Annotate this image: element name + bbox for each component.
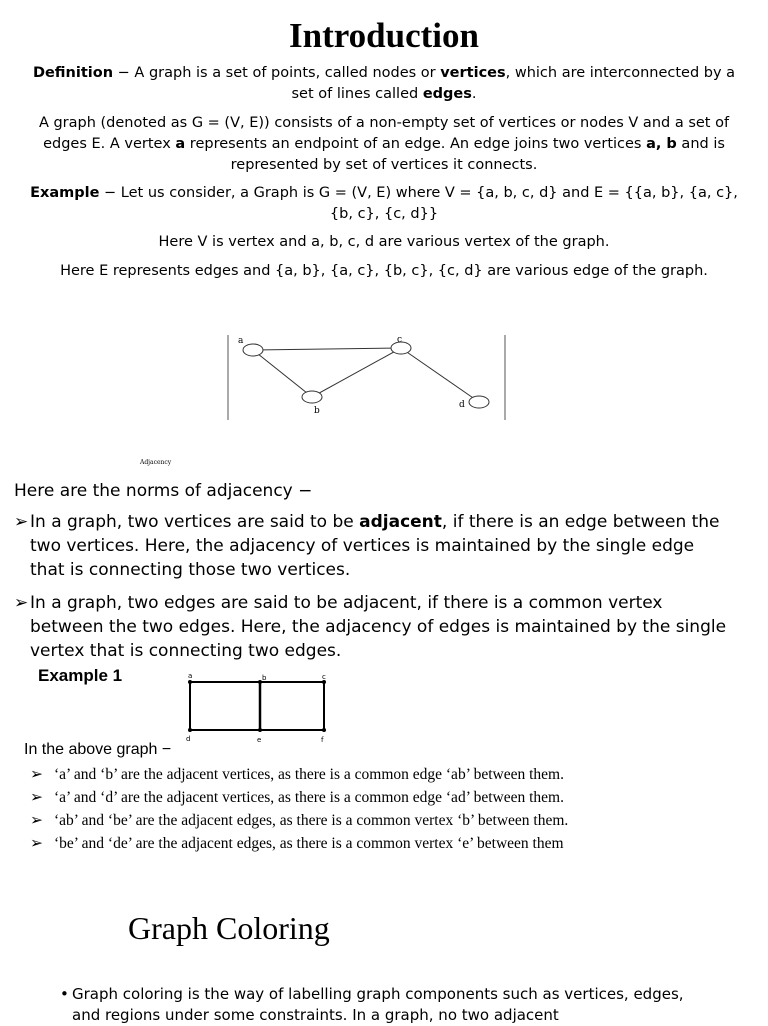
vertex-f bbox=[322, 728, 326, 732]
definition-paragraph bbox=[20, 63, 748, 105]
example-1-title: Example 1 bbox=[38, 666, 123, 685]
list-item bbox=[30, 832, 750, 855]
graph-def-bold-ab: a, b bbox=[646, 136, 677, 152]
label-f: f bbox=[321, 736, 324, 744]
list-item-text: ‘be’ and ‘de’ are the adjacent edges, as there is a common vertex ‘e’ between them bbox=[54, 835, 564, 852]
graph-definition-paragraph bbox=[20, 113, 748, 176]
graph-def-bold-a: a bbox=[175, 136, 186, 152]
edge-cd bbox=[401, 348, 479, 402]
arrow-bullet-icon: ➢ bbox=[30, 812, 43, 829]
label-c: c bbox=[322, 673, 326, 681]
example-text: − Let us consider, a Graph is G = (V, E) where V = {a, b, c, d} and E = {{a, b}, {a, c}, {b, c}, {c, d}} bbox=[99, 185, 738, 222]
label-a: a bbox=[188, 672, 193, 680]
edge-bc bbox=[312, 348, 401, 397]
label-b: b bbox=[314, 406, 320, 416]
vertex-d bbox=[188, 728, 192, 732]
example-1-graph-figure bbox=[180, 672, 340, 750]
vertex-a bbox=[243, 344, 263, 356]
label-d: d bbox=[186, 735, 191, 743]
grid-outline bbox=[190, 682, 324, 730]
adjacency-caption: Adjacency bbox=[140, 459, 172, 466]
above-graph-heading: In the above graph − bbox=[24, 741, 172, 758]
label-e: e bbox=[257, 736, 262, 744]
list-item-text: ‘a’ and ‘d’ are the adjacent vertices, as there is a common edge ‘ad’ between them. bbox=[54, 789, 564, 806]
list-item bbox=[30, 786, 750, 809]
arrow-bullet-icon: ➢ bbox=[30, 835, 43, 852]
norm1-text-2: , if there is an edge between the two vertices. Here, the adjacency of vertices is maintained by the single edge that is connecting those two vertices. bbox=[30, 512, 720, 580]
vertex-d bbox=[469, 396, 489, 408]
arrow-bullet-icon: ➢ bbox=[14, 512, 29, 532]
example-paragraph bbox=[30, 183, 738, 225]
arrow-bullet-icon: ➢ bbox=[14, 593, 29, 613]
label-c: c bbox=[397, 335, 403, 345]
label-d: d bbox=[459, 400, 465, 410]
norm1-text-1: In a graph, two vertices are said to be bbox=[30, 512, 360, 532]
definition-text-2: , which are interconnected by a set of lines called bbox=[291, 65, 736, 102]
example-graph-figure bbox=[226, 332, 508, 422]
norm1-bold: adjacent bbox=[359, 512, 442, 532]
definition-bold-vertices: vertices bbox=[440, 65, 506, 81]
bullet-dot-icon: • bbox=[60, 985, 69, 1003]
vertex-e bbox=[258, 728, 262, 732]
edge-explanation: Here E represents edges and {a, b}, {a, c}, {b, c}, {c, d} are various edge of the graph. bbox=[60, 263, 708, 279]
edge-ab bbox=[253, 350, 312, 397]
list-item bbox=[30, 763, 750, 786]
edge-ac bbox=[253, 348, 401, 350]
graph-coloring-title: Graph Coloring bbox=[128, 910, 330, 946]
label-a: a bbox=[238, 336, 244, 346]
norms-heading: Here are the norms of adjacency − bbox=[14, 481, 313, 501]
graph-coloring-paragraph bbox=[60, 984, 700, 1026]
graph-coloring-text: Graph coloring is the way of labelling graph components such as vertices, edges, and regions under some constraints. In a graph, no two adjacent bbox=[72, 985, 684, 1024]
graph-def-text-1: A graph (denoted as G = (V, E)) consists of a non-empty set of vertices or nodes V and a set of edges E. A vertex bbox=[38, 115, 730, 152]
norm2-text: In a graph, two edges are said to be adjacent, if there is a common vertex between the two edges. Here, the adjacency of edges is maintained by the single vertex that is connecting two edges. bbox=[30, 593, 727, 661]
list-item-text: ‘ab’ and ‘be’ are the adjacent edges, as there is a common vertex ‘b’ between them. bbox=[54, 812, 569, 829]
norm-item-edges bbox=[14, 591, 734, 663]
label-b: b bbox=[262, 674, 267, 682]
example-label: Example bbox=[30, 185, 100, 201]
arrow-bullet-icon: ➢ bbox=[30, 789, 43, 806]
vertex-b bbox=[302, 391, 322, 403]
definition-text-3: . bbox=[471, 86, 477, 102]
list-item-text: ‘a’ and ‘b’ are the adjacent vertices, as there is a common edge ‘ab’ between them. bbox=[54, 766, 564, 783]
list-item bbox=[30, 809, 750, 832]
definition-bold-edges: edges bbox=[422, 86, 472, 102]
norm-item-vertices bbox=[14, 510, 734, 582]
arrow-bullet-icon: ➢ bbox=[30, 766, 43, 783]
graph-def-text-2: represents an endpoint of an edge. An edge joins two vertices bbox=[185, 136, 647, 152]
vertex-a bbox=[188, 680, 192, 684]
page-title: Introduction bbox=[289, 16, 479, 55]
definition-text-1: − A graph is a set of points, called nodes or bbox=[113, 65, 441, 81]
definition-label: Definition bbox=[32, 65, 114, 81]
vertex-explanation: Here V is vertex and a, b, c, d are various vertex of the graph. bbox=[158, 234, 610, 250]
graph-def-text-3: and is represented by set of vertices it connects. bbox=[230, 136, 725, 173]
